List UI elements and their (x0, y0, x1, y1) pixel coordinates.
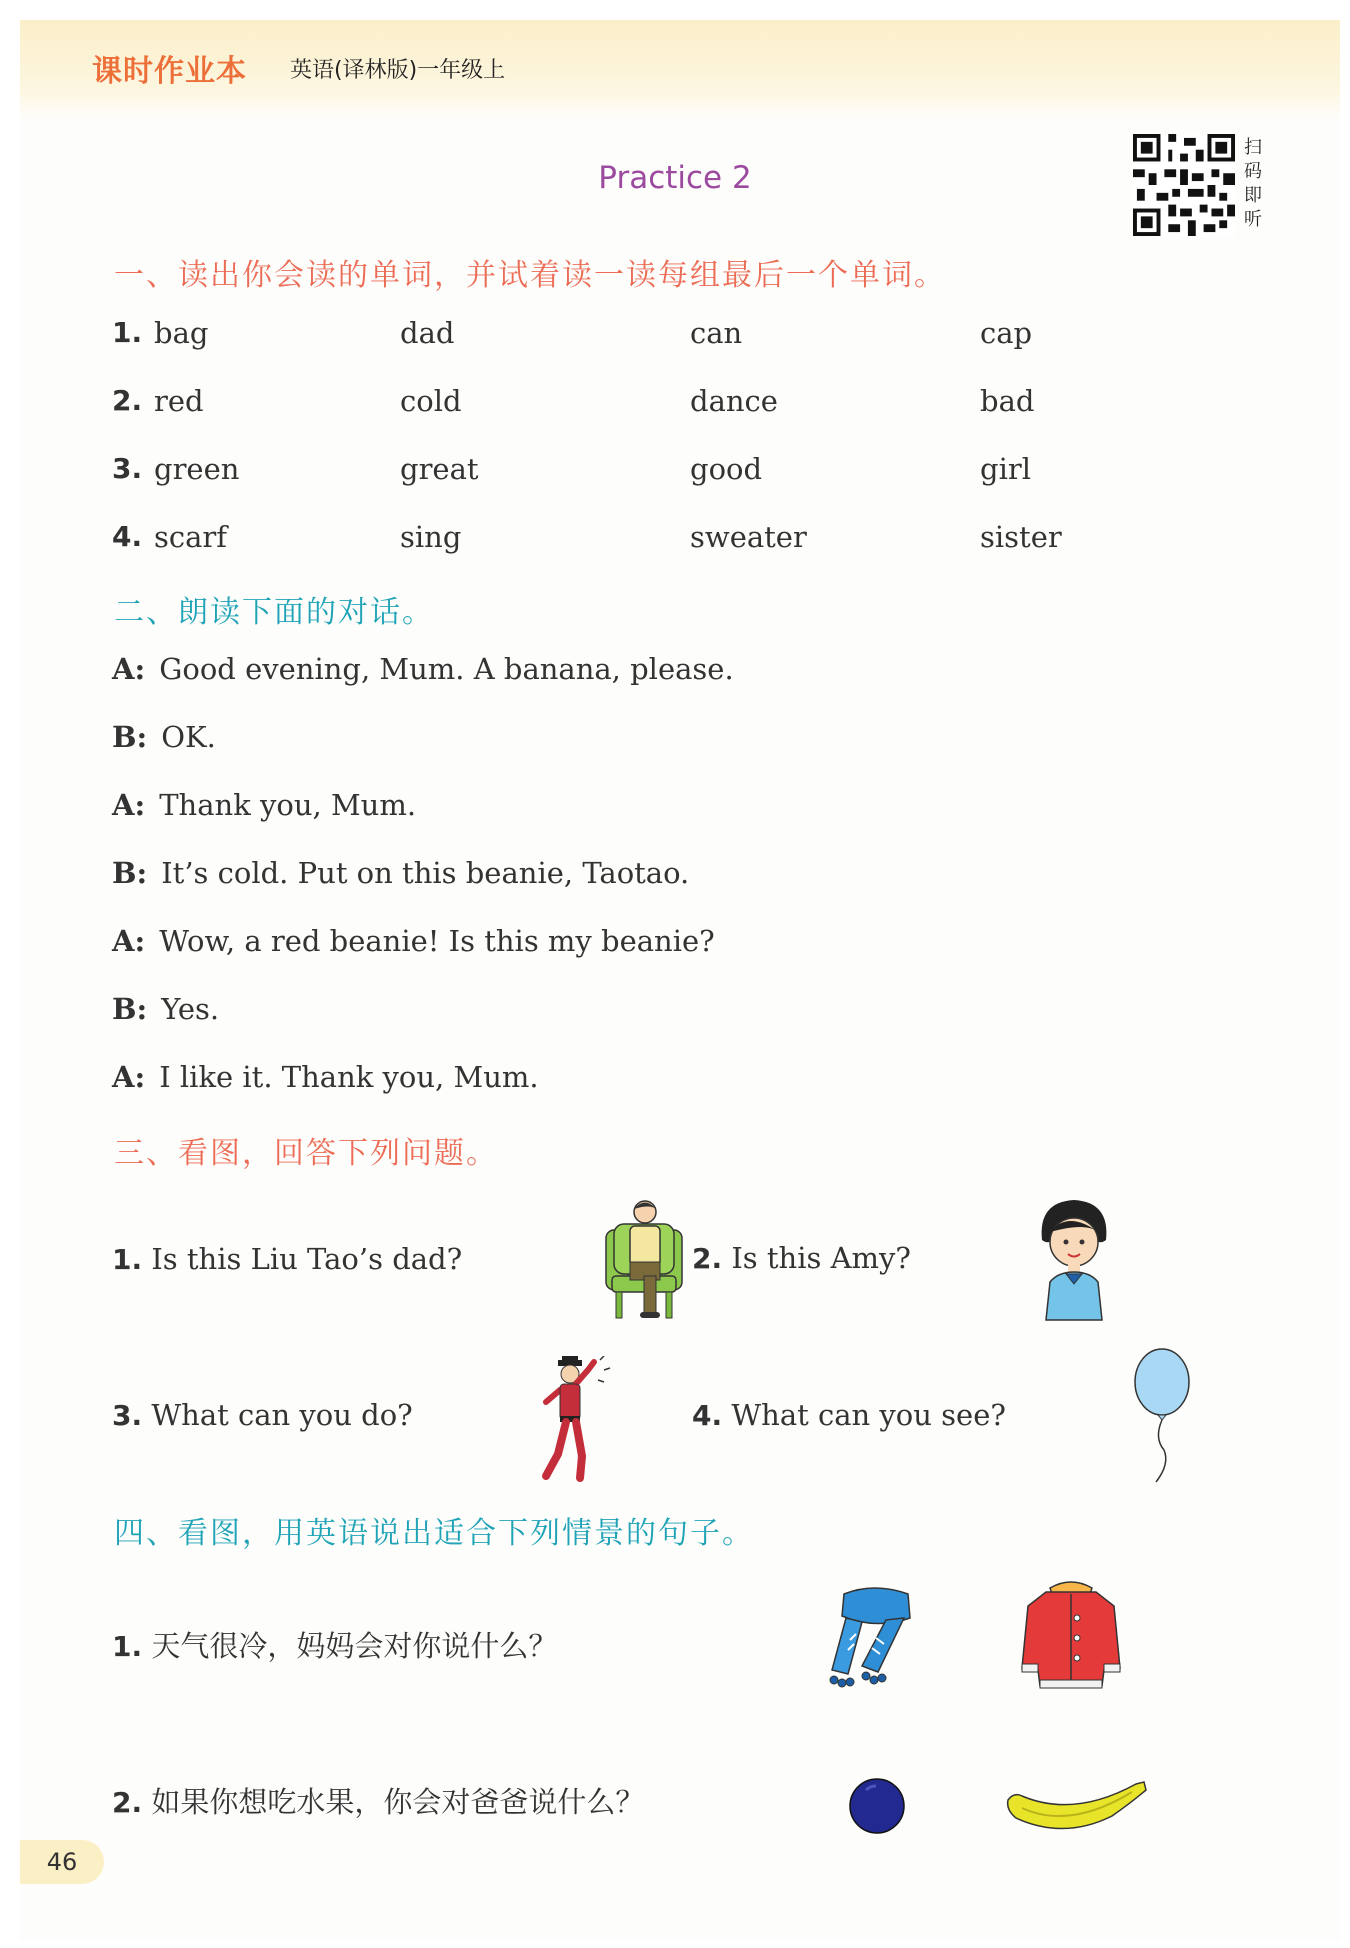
dialogue-line (112, 992, 219, 1026)
utterance: OK. (161, 720, 216, 754)
utterance: Good evening, Mum. A banana, please. (159, 652, 734, 686)
plum-illustration (846, 1774, 908, 1836)
word: red (154, 384, 204, 418)
word-row (0, 384, 1350, 434)
row-number: 1. (112, 316, 143, 349)
dialogue-line (112, 856, 689, 890)
coat-illustration (1016, 1572, 1126, 1692)
utterance: Wow, a red beanie! Is this my beanie? (159, 924, 715, 958)
speaker: B: (112, 856, 148, 890)
question-number: 1. (112, 1243, 143, 1276)
book-subtitle: 英语(译林版)一年级上 (290, 58, 506, 83)
question-4 (692, 1398, 1006, 1432)
question-text: 如果你想吃水果，你会对爸爸说什么？ (151, 1785, 645, 1819)
word: sister (980, 520, 1062, 554)
brand-title: 课时作业本 (92, 54, 247, 89)
word-row (0, 452, 1350, 502)
utterance: It’s cold. Put on this beanie, Taotao. (161, 856, 690, 890)
question-text: Is this Amy? (731, 1241, 911, 1275)
dancer-illustration (538, 1356, 626, 1484)
word: great (400, 452, 479, 486)
scene-question-2 (112, 1780, 644, 1821)
question-number: 2. (112, 1786, 143, 1819)
section-heading-1: 一、读出你会读的单词，并试着读一读每组最后一个单词。 (114, 258, 946, 293)
word: scarf (154, 520, 228, 554)
word: bad (980, 384, 1035, 418)
question-3 (112, 1398, 413, 1432)
question-text: Is this Liu Tao’s dad? (151, 1242, 463, 1276)
utterance: Thank you, Mum. (159, 788, 417, 822)
word: sing (400, 520, 462, 554)
row-number: 3. (112, 452, 143, 485)
balloon-illustration (1132, 1346, 1192, 1486)
question-number: 2. (692, 1242, 723, 1275)
question-text: What can you see? (731, 1398, 1006, 1432)
word-row (0, 316, 1350, 366)
question-2 (692, 1241, 911, 1275)
dialogue-line (112, 924, 715, 958)
word: green (154, 452, 240, 486)
row-number: 4. (112, 520, 143, 553)
word: cold (400, 384, 462, 418)
word: cap (980, 316, 1033, 350)
speaker: B: (112, 720, 148, 754)
question-number: 4. (692, 1399, 723, 1432)
word: can (690, 316, 743, 350)
speaker: B: (112, 992, 148, 1026)
section-heading-3: 三、看图，回答下列问题。 (114, 1136, 498, 1171)
question-number: 3. (112, 1399, 143, 1432)
dialogue-line (112, 720, 216, 754)
section-heading-2: 二、朗读下面的对话。 (114, 595, 434, 630)
speaker: A: (112, 788, 146, 822)
speaker: A: (112, 1060, 146, 1094)
banana-illustration (1004, 1778, 1152, 1838)
dialogue-line (112, 788, 416, 822)
word: girl (980, 452, 1031, 486)
utterance: Yes. (161, 992, 220, 1026)
scarf-illustration (826, 1584, 922, 1694)
question-text: What can you do? (151, 1398, 413, 1432)
dialogue-line (112, 1060, 539, 1094)
word-row (0, 520, 1350, 570)
speaker: A: (112, 652, 146, 686)
qr-code-icon[interactable] (1132, 134, 1236, 236)
row-number: 2. (112, 384, 143, 417)
question-number: 1. (112, 1630, 143, 1663)
word: dance (690, 384, 778, 418)
question-text: 天气很冷，妈妈会对你说什么？ (151, 1629, 558, 1663)
page-number: 46 (20, 1840, 104, 1884)
question-1 (112, 1242, 462, 1276)
word: bag (154, 316, 209, 350)
speaker: A: (112, 924, 146, 958)
dad-in-chair-illustration (600, 1196, 690, 1322)
page-title: Practice 2 (598, 160, 752, 196)
scene-question-1 (112, 1624, 557, 1665)
section-heading-4: 四、看图，用英语说出适合下列情景的句子。 (114, 1516, 754, 1551)
utterance: I like it. Thank you, Mum. (159, 1060, 539, 1094)
word: good (690, 452, 763, 486)
dialogue-line (112, 652, 734, 686)
qr-label: 扫码即听 (1244, 137, 1262, 230)
amy-illustration (1028, 1196, 1118, 1324)
word: sweater (690, 520, 807, 554)
word: dad (400, 316, 455, 350)
